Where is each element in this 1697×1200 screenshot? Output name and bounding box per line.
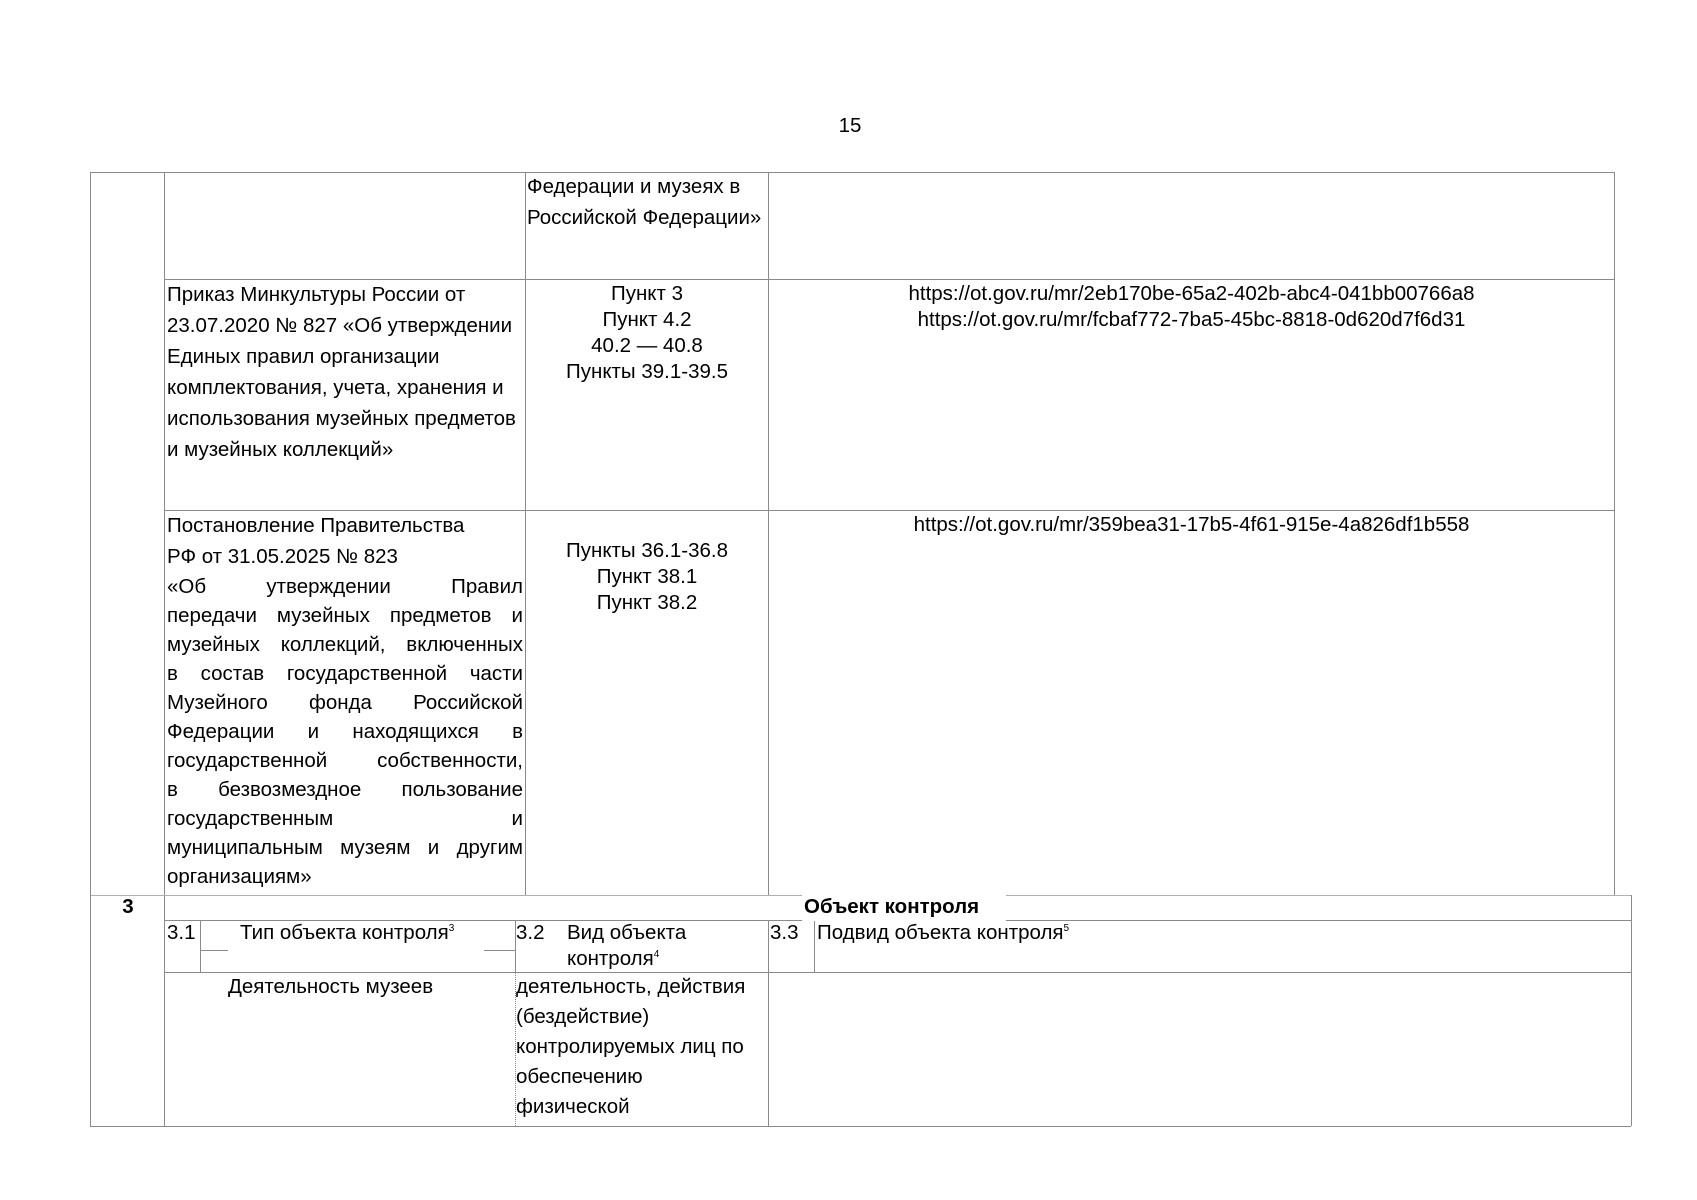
col-header-label: контроля	[567, 947, 654, 970]
col-header-label: Вид объекта	[567, 921, 687, 944]
point-item: Пункт 38.2	[596, 591, 698, 614]
col-header-subkind	[817, 920, 1069, 946]
doc-body-line: Музейного фонда Российской	[167, 691, 523, 714]
col-number-3-2: 3.2	[516, 921, 545, 944]
point-item: Пункты 39.1-39.5	[566, 360, 728, 383]
kind-line: деятельность, действия	[516, 975, 746, 998]
doc-head-line: РФ от 31.05.2025 № 823	[167, 545, 398, 568]
page-number: 15	[838, 114, 862, 137]
doc-body-line: государственным и	[167, 807, 523, 830]
point-item: Пункт 38.1	[596, 565, 698, 588]
points-cell	[526, 281, 768, 385]
footnote-ref: 5	[1063, 923, 1070, 934]
mr-link[interactable]: https://ot.gov.ru/mr/fcbaf772-7ba5-45bc-8818-0d620d7f6d31	[917, 308, 1466, 331]
doc-last-line: организациям»	[167, 865, 312, 888]
links-cell	[769, 512, 1614, 538]
kind-line: обеспечению	[516, 1065, 643, 1088]
mr-link[interactable]: https://ot.gov.ru/mr/2eb170be-65a2-402b-abc4-041bb00766a8	[908, 282, 1475, 305]
section-title: Объект контроля	[802, 893, 1006, 921]
links-cell	[769, 281, 1614, 333]
kind-line: (бездействие)	[516, 1005, 650, 1028]
kind-line: физической	[516, 1095, 630, 1118]
doc-tail-text: Федерации и музеях в Российской Федерации»	[527, 175, 762, 229]
point-item: Пункты 36.1-36.8	[566, 539, 728, 562]
object-kind-value	[516, 972, 768, 1122]
point-item: 40.2 — 40.8	[591, 334, 703, 357]
kind-line: контролируемых лиц по	[516, 1035, 744, 1058]
col-header-label: Тип объекта контроля	[240, 921, 449, 944]
doc-body-line: передачи музейных предметов и	[167, 604, 523, 627]
doc-body-line: музейных коллекций, включенных	[167, 633, 523, 656]
doc-head-line: Постановление Правительства	[167, 514, 465, 537]
document-title-decree-823	[167, 510, 523, 891]
object-type-value: Деятельность музеев	[228, 975, 434, 998]
doc-body-line: в состав государственной части	[167, 662, 523, 685]
footnote-ref: 4	[653, 949, 660, 960]
point-item: Пункт 4.2	[602, 308, 692, 331]
doc-body-line: Федерации и находящихся в	[167, 720, 523, 743]
section-number: 3	[122, 895, 134, 918]
footnote-ref: 3	[448, 923, 455, 934]
doc-body-line: муниципальным музеям и другим	[167, 836, 523, 859]
col-header-kind	[567, 920, 686, 972]
doc-body-line: государственной собственности,	[167, 749, 523, 772]
col-header-label: Подвид объекта контроля	[817, 921, 1064, 944]
point-item: Пункт 3	[611, 282, 683, 305]
col-number-3-1: 3.1	[167, 921, 196, 944]
doc-body-line: в безвозмездное пользование	[167, 778, 523, 801]
document-title-order-827: Приказ Минкультуры России от 23.07.2020 № 827 «Об утверждении Единых правил организации комплектования, учета, хранения и использования музейных предметов и музейных коллекций»	[167, 283, 516, 461]
col-header-type	[240, 920, 454, 946]
col-number-3-3: 3.3	[770, 921, 799, 944]
points-cell	[526, 538, 768, 616]
doc-body-line: «Об утверждении Правил	[167, 575, 523, 598]
mr-link[interactable]: https://ot.gov.ru/mr/359bea31-17b5-4f61-915e-4a826df1b558	[913, 513, 1470, 536]
